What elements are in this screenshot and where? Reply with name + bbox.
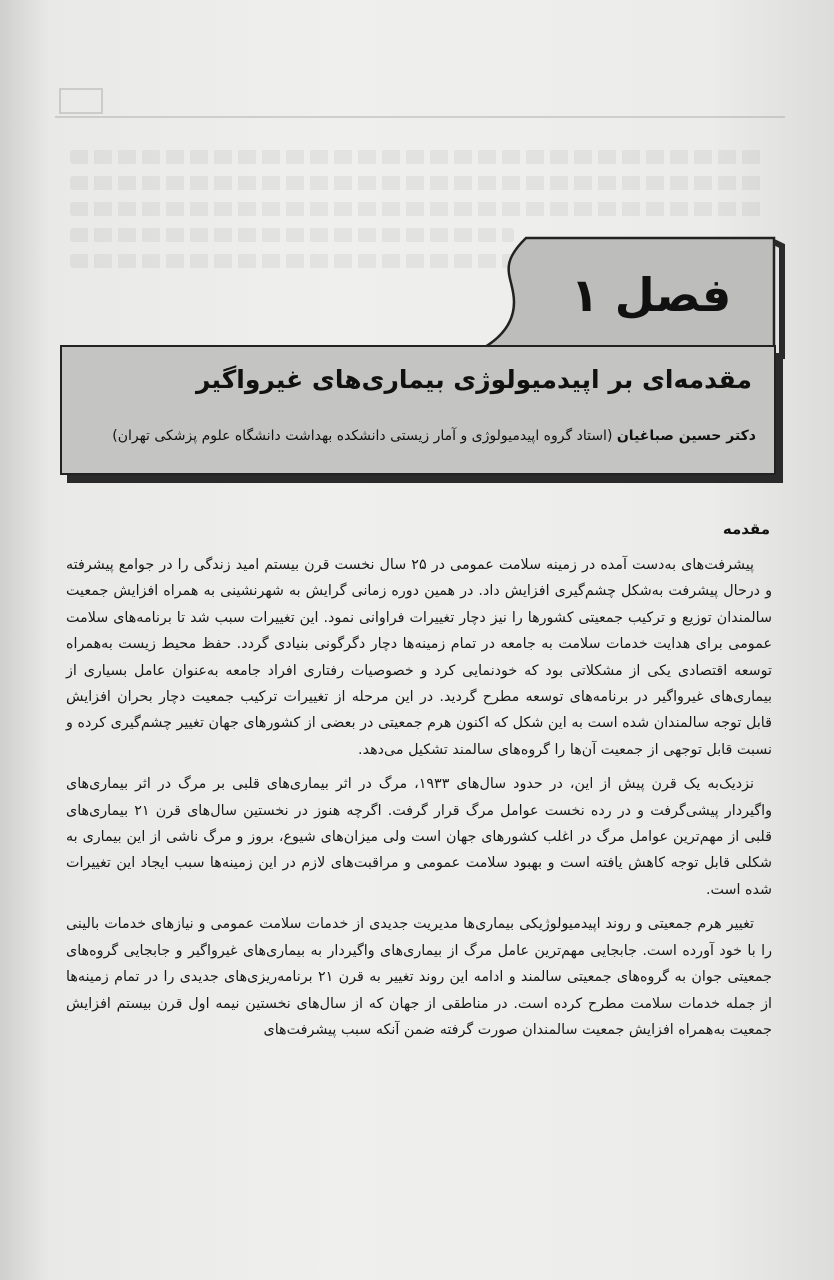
author-line — [96, 425, 756, 447]
bleed-through-line — [70, 228, 514, 242]
chapter-title: فصل ۱ — [570, 268, 732, 322]
bleed-through-line — [70, 176, 764, 190]
running-header-rule — [55, 86, 785, 118]
body-text — [66, 552, 772, 1051]
page-number-box — [59, 88, 103, 114]
bleed-through-line — [70, 150, 764, 164]
author-name: دکتر حسین صباغیان — [616, 428, 756, 444]
section-heading: مقدمه — [722, 520, 770, 538]
bleed-through-line — [70, 254, 514, 268]
paragraph: پیشرفت‌های به‌دست آمده در زمینه سلامت عمومی در ۲۵ سال نخست قرن بیستم امید زندگی را در جوامع پیشرفته و درحال پیشرفت به‌شکل چشم‌گیری افزایش داد. در همین دوره زمانی گرایش به شهرنشینی به همراه افزایش جمعیت سالمندان توزیع و ترکیب جمعیتی کشورها را نیز دچار تغییرات فراوانی نمود. این تغییرات سبب شد تا برنامه‌های سلامت عمومی برای هدایت خدمات سلامت به جامعه در تمام زمینه‌ها دچار دگرگونی بنیادی گردد. حفظ محیط زیست به‌همراه توسعه اقتصادی یکی از مشکلاتی بود که خودنمایی کرد و خصوصیات رفتاری افراد جامعه به‌عنوان عامل بسیاری از بیماری‌های غیرواگیر در برنامه‌های توسعه مطرح گردید. در این مرحله از تغییرات ترکیب جمعیت دچار بحران افزایش قابل توجه سالمندان شده است به این شکل که اکنون هرم جمعیتی در بعضی از کشورهای جهان تغییر چشم‌گیری کرده و نسبت قابل توجهی از جمعیت آن‌ها را گروه‌های سالمند تشکیل می‌دهد. — [66, 557, 772, 758]
chapter-title-box — [60, 345, 776, 475]
paragraph: نزدیک‌به یک قرن پیش از این، در حدود سال‌های ۱۹۳۳، مرگ در اثر بیماری‌های قلبی بر مرگ در اثر بیماری‌های واگیردار پیشی‌گرفت و در رده نخست عوامل مرگ قرار گرفت. اگرچه هنوز در نخستین سال‌های قرن ۲۱ بیماری‌های قلبی از مهم‌ترین عوامل مرگ در اغلب کشورهای جهان است ولی میزان‌های شیوع، بروز و مرگ ناشی از این بیماری به شکلی قابل توجه کاهش یافته است و بهبود سلامت عمومی و مراقبت‌های لازم در این زمینه‌ها سبب ایجاد این تغییرات شده است. — [66, 776, 773, 898]
paragraph: تغییر هرم جمعیتی و روند اپیدمیولوژیکی بیماری‌ها مدیریت جدیدی از خدمات سلامت عمومی و نیازهای خدمات بالینی را با خود آورده است. جابجایی مهم‌ترین عامل مرگ از بیماری‌های واگیردار به بیماری‌های غیرواگیر و جابجایی گروه‌های جمعیتی جوان به گروه‌های جمعیتی سالمند و ادامه این روند تغییر به قرن ۲۱ برنامه‌ریزی‌های جدیدی را در تمام زمینه‌ها از جمله خدمات سلامت مطرح کرده است. در مناطقی از جهان که از سال‌های نخستین نیمه اول قرن بیستم افزایش جمعیت به‌همراه افزایش جمعیت سالمندان صورت گرفته ضمن آنکه سبب پیشرفت‌های — [66, 916, 772, 1038]
author-affiliation: (استاد گروه اپیدمیولوژی و آمار زیستی دانشکده بهداشت دانشگاه علوم پزشکی تهران) — [112, 428, 613, 444]
main-title: مقدمه‌ای بر اپیدمیولوژی بیماری‌های غیرواگیر — [195, 365, 752, 394]
chapter-tab — [456, 232, 786, 362]
bleed-through-line — [70, 202, 764, 216]
